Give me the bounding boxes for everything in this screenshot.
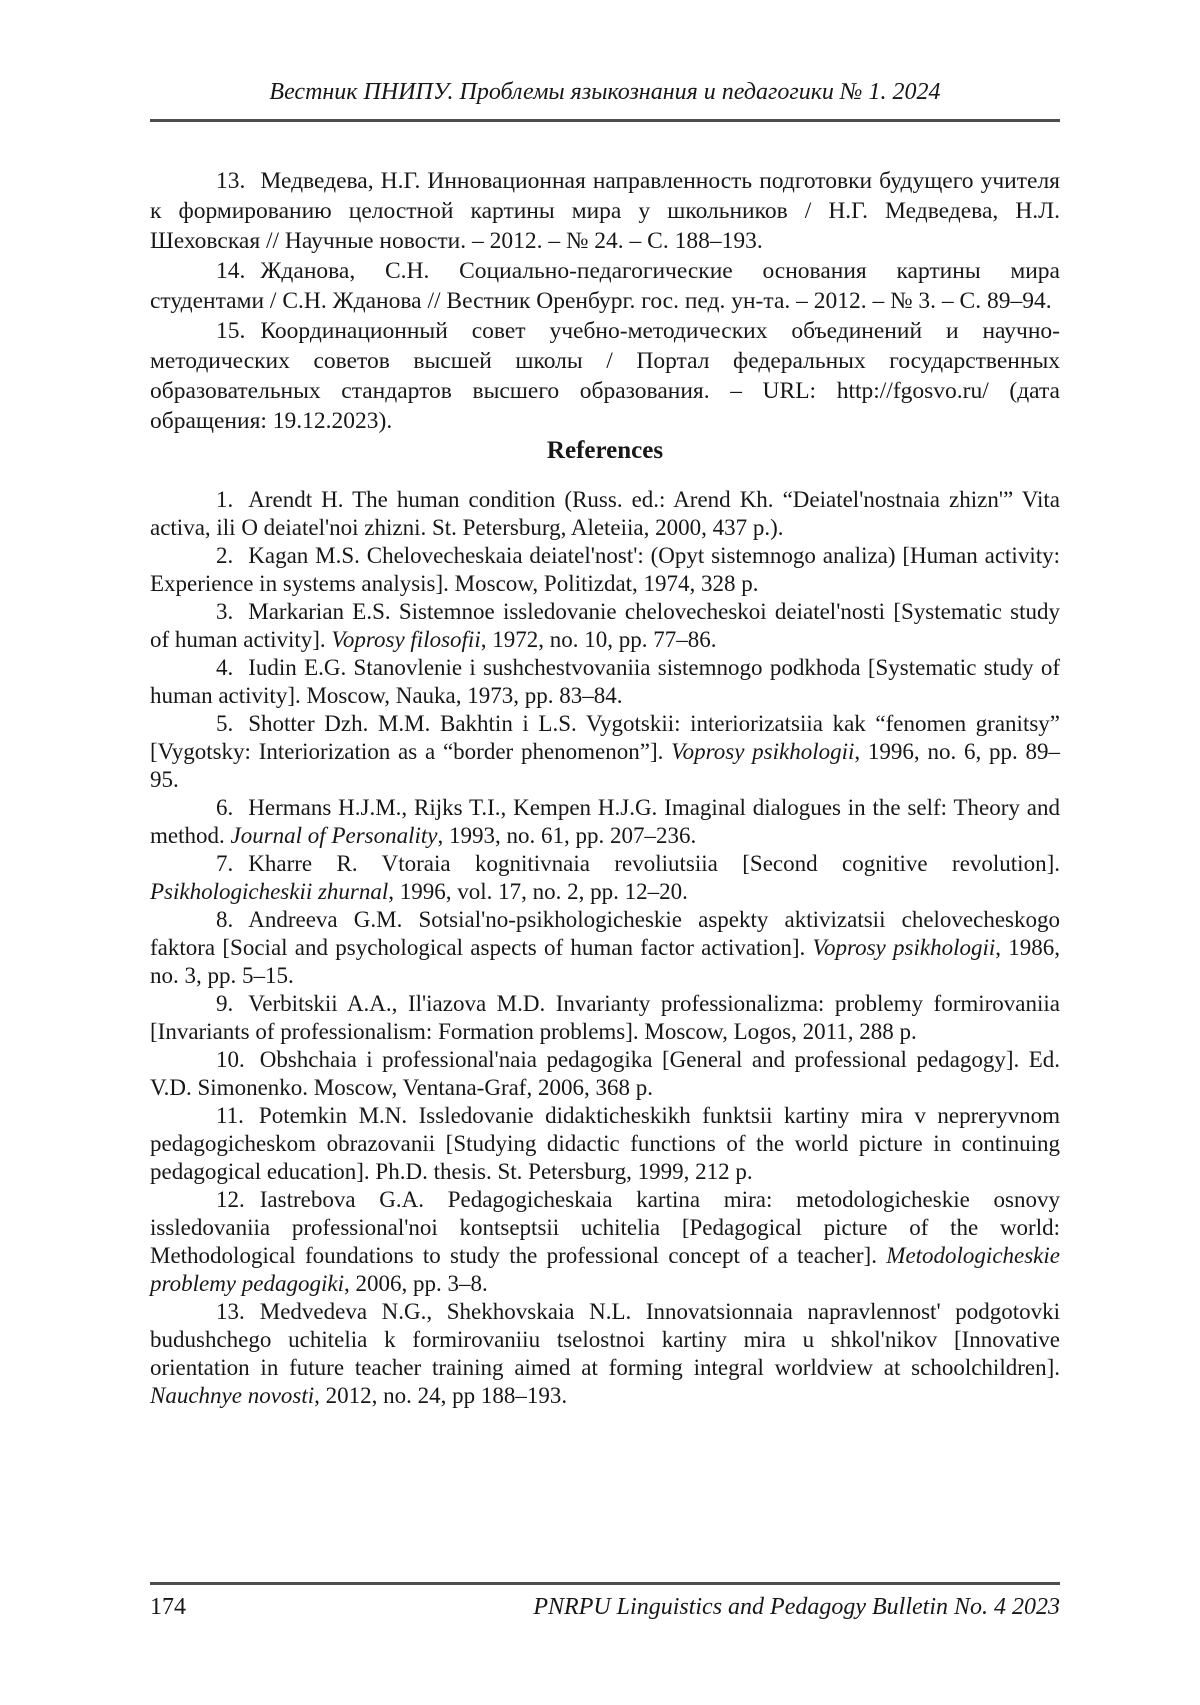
reference-item-11	[150, 1102, 1060, 1186]
reference-text: , 1993, no. 61, pp. 207–236.	[437, 823, 697, 848]
reference-text: Iastrebova G.A. Pedagogicheskaia kartina mira: metodologicheskie osnovy issledovaniia professional'noi kontseptsii uchitelia [Pedagogical picture of the world: Methodological foundations to study the professional concept of a teacher].	[150, 1187, 1060, 1268]
reference-item-14	[150, 256, 1060, 316]
reference-item-7	[150, 850, 1060, 906]
reference-text: , 2006, pp. 3–8.	[343, 1271, 488, 1296]
reference-number: 2.	[216, 543, 234, 568]
reference-number: 12.	[216, 1187, 245, 1212]
reference-source-italic: Metodologicheskie problemy pedagogiki	[150, 1243, 1060, 1296]
reference-item-8	[150, 906, 1060, 990]
reference-item-4	[150, 654, 1060, 710]
reference-number: 7.	[216, 851, 234, 876]
references-heading: References	[546, 437, 664, 464]
reference-number: 13.	[216, 168, 246, 194]
reference-text: Potemkin M.N. Issledovanie didakticheskikh funktsii kartiny mira v nepreryvnom pedagogicheskom obrazovanii [Studying didactic functions of the world picture in continuing pedagogical education]. Ph.D. thesis. St. Petersburg, 1999, 212 p.	[150, 1103, 1060, 1184]
reference-item-2	[150, 542, 1060, 598]
reference-text: , 1972, no. 10, pp. 77–86.	[480, 627, 717, 652]
reference-item-3	[150, 598, 1060, 654]
reference-number: 11.	[216, 1103, 244, 1128]
reference-text: Медведева, Н.Г. Инновационная направленность подготовки будущего учителя к формированию целостной картины мира у школьников / Н.Г. Медведева, Н.Л. Шеховская // Научные новости. – 2012. – № 24. – С. 188–193.	[150, 168, 1060, 254]
running-header-title: Вестник ПНИПУ. Проблемы языкознания и педагогики № 1. 2024	[269, 79, 941, 105]
reference-text: , 1986, no. 3, pp. 5–15.	[150, 935, 1061, 988]
running-header	[150, 78, 1060, 122]
reference-source-italic: Voprosy psikhologii	[812, 935, 996, 960]
running-footer-journal-title: PNRPU Linguistics and Pedagogy Bulletin No. 4 2023	[533, 1594, 1060, 1620]
reference-item-15	[150, 316, 1060, 436]
reference-item-12	[150, 1186, 1060, 1298]
reference-number: 5.	[216, 711, 234, 736]
reference-text: Arendt H. The human condition (Russ. ed.: Arend Kh. “Deiatel'nostnaia zhizn'” Vita activa, ili O deiatel'noi zhizni. St. Petersburg, Aleteiia, 2000, 437 p.).	[150, 487, 1060, 540]
reference-text: Obshchaia i professional'naia pedagogika [General and professional pedagogy]. Ed. V.D. Simonenko. Moscow, Ventana-Graf, 2006, 368 p.	[150, 1047, 1060, 1100]
reference-number: 4.	[216, 655, 234, 680]
reference-text: Kharre R. Vtoraia kognitivnaia revoliutsiia [Second cognitive revolution].	[248, 851, 1060, 876]
reference-item-13	[150, 166, 1060, 256]
reference-number: 8.	[216, 907, 234, 932]
reference-text: Verbitskii A.A., Il'iazova M.D. Invarianty professionalizma: problemy formirovaniia [Invariants of professionalism: Formation problems]. Moscow, Logos, 2011, 288 p.	[150, 991, 1060, 1044]
reference-text: Iudin E.G. Stanovlenie i sushchestvovaniia sistemnogo podkhoda [Systematic study of human activity]. Moscow, Nauka, 1973, pp. 83–84.	[150, 655, 1060, 708]
reference-text: Medvedeva N.G., Shekhovskaia N.L. Innovatsionnaia napravlennost' podgotovki budushchego uchitelia k formirovaniiu tselostnoi kartiny mira u shkol'nikov [Innovative orientation in future teacher training aimed at forming integral worldview at schoolchildren].	[150, 1299, 1060, 1380]
reference-text: , 1996, no. 6, pp. 89–95.	[150, 739, 1060, 792]
reference-text: Andreeva G.M. Sotsial'no-psikhologicheskie aspekty aktivizatsii chelovecheskogo faktora [Social and psychological aspects of human factor activation].	[150, 907, 1060, 960]
reference-text: Shotter Dzh. M.M. Bakhtin i L.S. Vygotskii: interiorizatsiia kak “fenomen granitsy” [Vygotsky: Interiorization as a “border phenomenon”].	[150, 711, 1060, 764]
reference-source-italic: Voprosy psikhologii	[671, 739, 855, 764]
reference-text: Markarian E.S. Sistemnoe issledovanie chelovecheskoi deiatel'nosti [Systematic study of human activity].	[150, 599, 1060, 652]
reference-number: 1.	[216, 487, 234, 512]
reference-text: , 1996, vol. 17, no. 2, pp. 12–20.	[388, 879, 688, 904]
reference-item-1	[150, 486, 1060, 542]
reference-item-5	[150, 710, 1060, 794]
reference-item-9	[150, 990, 1060, 1046]
reference-text: Kagan M.S. Chelovecheskaia deiatel'nost': (Opyt sistemnogo analiza) [Human activity: Experience in systems analysis]. Moscow, Politizdat, 1974, 328 p.	[150, 543, 1060, 596]
reference-number: 14.	[216, 258, 246, 284]
reference-number: 15.	[216, 318, 246, 344]
reference-number: 6.	[216, 795, 234, 820]
english-references-list	[150, 486, 1060, 1410]
reference-text: Координационный совет учебно-методических объединений и научно-методических советов высшей школы / Портал федеральных государственных образовательных стандартов высшего образования. – URL: http://fgosvo.ru/ (дата обращения: 19.12.2023).	[150, 318, 1060, 434]
reference-source-italic: Journal of Personality	[230, 823, 438, 848]
russian-references-list	[150, 166, 1060, 436]
reference-number: 9.	[216, 991, 234, 1016]
reference-number: 3.	[216, 599, 234, 624]
reference-text: , 2012, no. 24, pp 188–193.	[314, 1383, 568, 1408]
reference-number: 13.	[216, 1299, 245, 1324]
reference-source-italic: Voprosy filosofii	[331, 627, 481, 652]
page-number: 174	[150, 1594, 186, 1620]
running-footer	[150, 1582, 1060, 1621]
reference-item-10	[150, 1046, 1060, 1102]
reference-number: 10.	[216, 1047, 245, 1072]
reference-text: Жданова, С.Н. Социально-педагогические основания картины мира студентами / С.Н. Жданова // Вестник Оренбург. гос. пед. ун-та. – 2012. – № 3. – С. 89–94.	[150, 258, 1060, 314]
reference-text: Hermans H.J.M., Rijks T.I., Kempen H.J.G. Imaginal dialogues in the self: Theory and method.	[150, 795, 1060, 848]
reference-source-italic: Nauchnye novosti	[150, 1383, 315, 1408]
reference-item-6	[150, 794, 1060, 850]
reference-source-italic: Psikhologicheskii zhurnal	[150, 879, 389, 904]
reference-item-13	[150, 1298, 1060, 1410]
